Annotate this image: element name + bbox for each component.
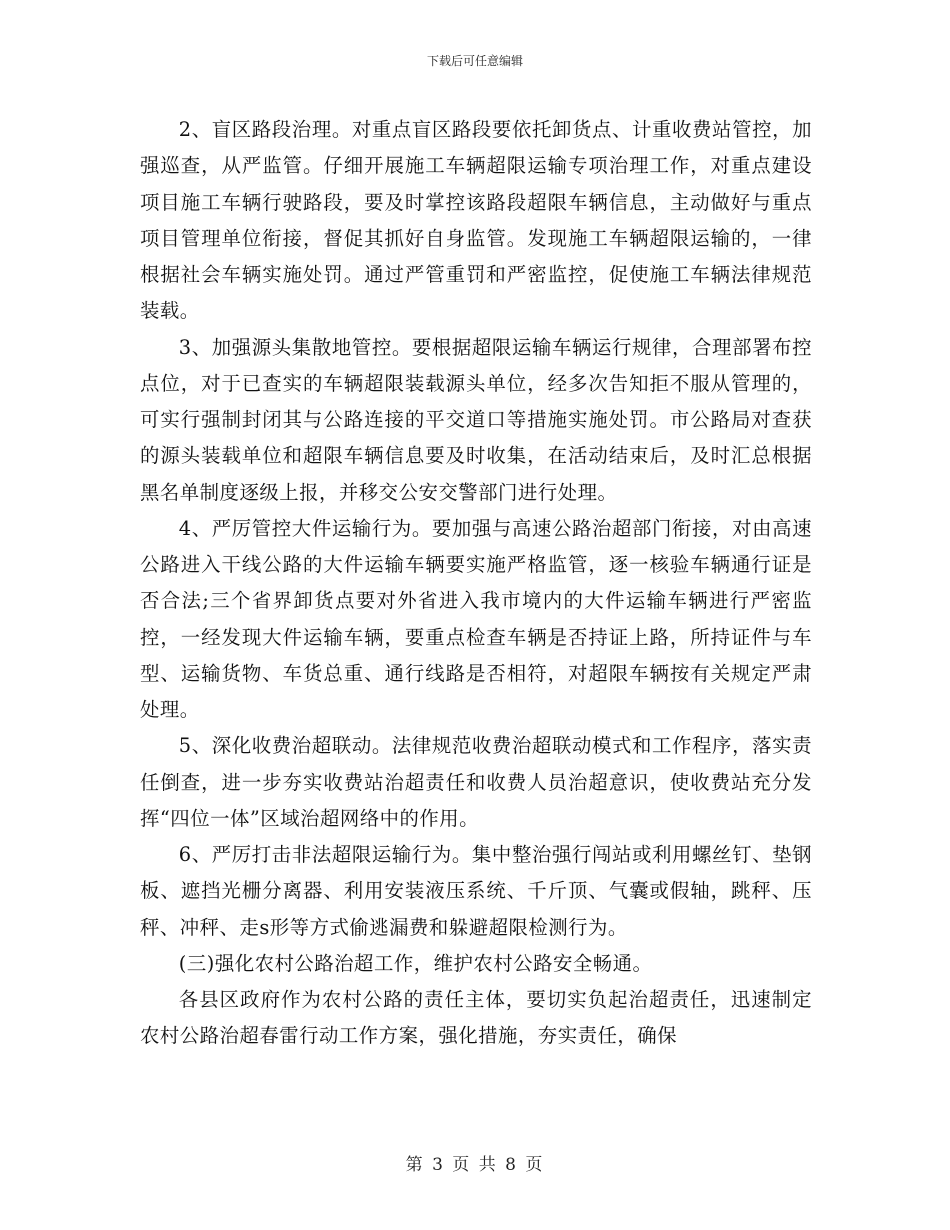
- paragraph-source-distribution-control: 3、加强源头集散地管控。要根据超限运输车辆运行规律，合理部署布控点位，对于已查实的车辆超限装载源头单位，经多次告知拒不服从管理的，可实行强制封闭其与公路连接的平交道口等措施实施处罚。市公路局对查获的源头装载单位和超限车辆信息要及时收集，在活动结束后，及时汇总根据黑名单制度逐级上报，并移交公安交警部门进行处理。: [140, 335, 812, 504]
- paragraph-large-cargo-transport-control: 4、严厉管控大件运输行为。要加强与高速公路治超部门衔接，对由高速公路进入干线公路的大件运输车辆要实施严格监管，逐一核验车辆通行证是否合法;三个省界卸货点要对外省进入我市境内的大件运输车辆进行严密监控，一经发现大件运输车辆，要重点检查车辆是否持证上路，所持证件与车型、运输货物、车货总重、通行线路是否相符，对超限车辆按有关规定严肃处理。: [140, 516, 812, 721]
- paragraph-illegal-overload-crackdown: 6、严厉打击非法超限运输行为。集中整治强行闯站或利用螺丝钉、垫钢板、遮挡光栅分离器、利用安装液压系统、千斤顶、气囊或假轴，跳秤、压秤、冲秤、走s形等方式偷逃漏费和躲避超限检测行为。: [140, 843, 812, 939]
- page-header-note: 下载后可任意编辑: [426, 54, 523, 68]
- paragraph-blind-zone-road-governance: 2、盲区路段治理。对重点盲区路段要依托卸货点、计重收费站管控，加强巡查，从严监管。仔细开展施工车辆超限运输专项治理工作，对重点建设项目施工车辆行驶路段，要及时掌控该路段超限车辆信息，主动做好与重点项目管理单位衔接，督促其抓好自身监管。发现施工车辆超限运输的，一律根据社会车辆实施处罚。通过严管重罚和严密监控，促使施工车辆法律规范装载。: [140, 118, 812, 323]
- paragraph-toll-overload-linkage: 5、深化收费治超联动。法律规范收费治超联动模式和工作程序，落实责任倒查，进一步夯实收费站治超责任和收费人员治超意识，使收费站充分发挥“四位一体”区域治超网络中的作用。: [140, 734, 812, 830]
- paragraph-county-government-responsibility: 各县区政府作为农村公路的责任主体，要切实负起治超责任，迅速制定农村公路治超春雷行动工作方案，强化措施，夯实责任，确保: [140, 988, 812, 1048]
- page-number-footer: 第 3 页 共 8 页: [405, 1155, 545, 1175]
- document-body: [140, 112, 812, 1055]
- section-heading-rural-roads: (三)强化农村公路治超工作，维护农村公路安全畅通。: [178, 951, 653, 975]
